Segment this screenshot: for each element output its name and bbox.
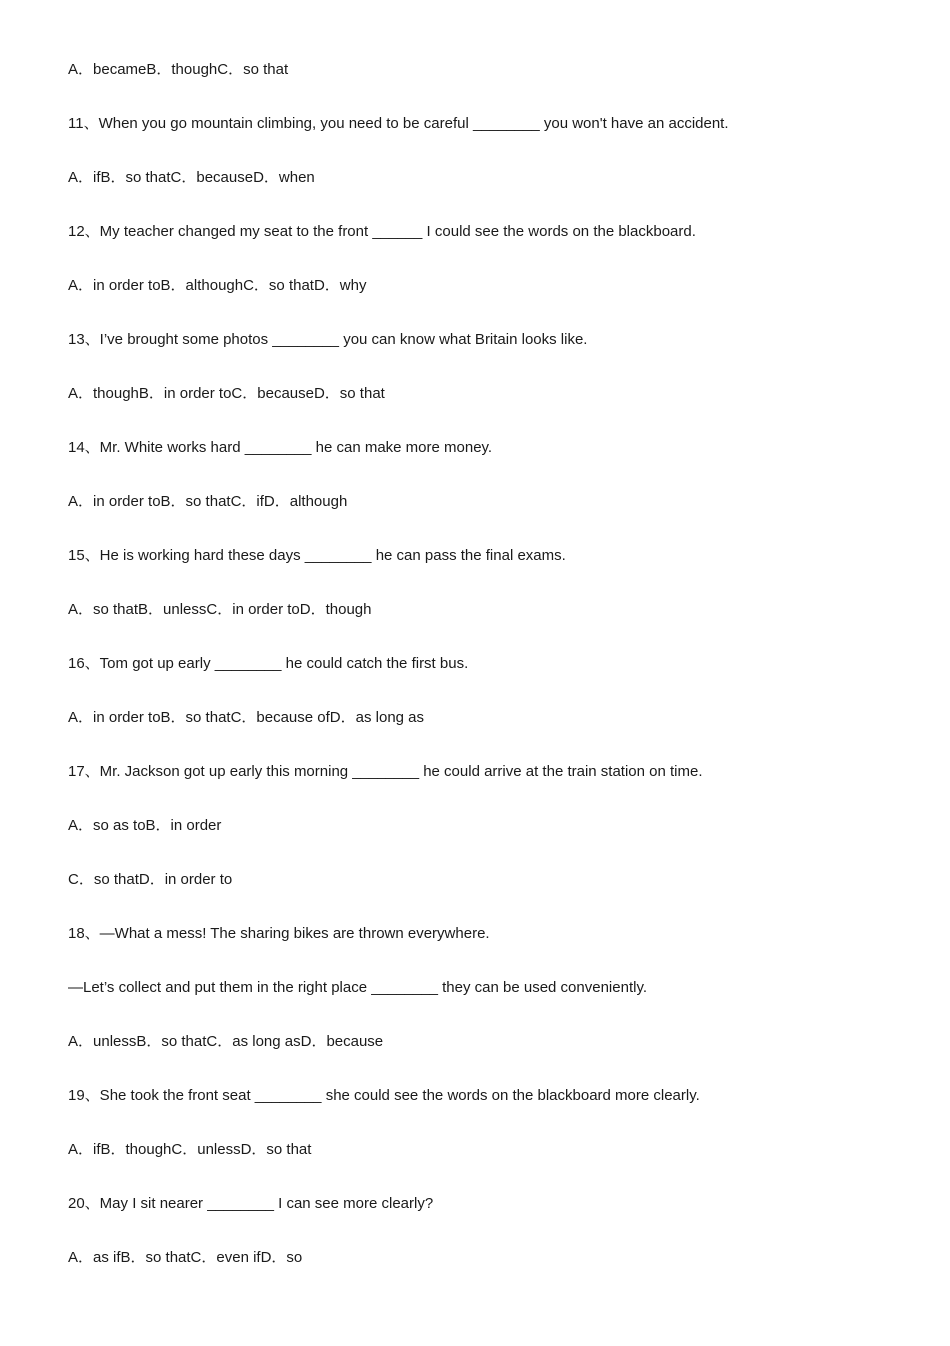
answer-options-18: A．unlessB．so thatC．as long asD．because [68,1033,384,1050]
question-13: 13、I’ve brought some photos ________ you can know what Britain looks like. [68,331,588,348]
answer-options-16: A．in order toB．so thatC．because ofD．as long as [68,709,425,726]
question-16: 16、Tom got up early ________ he could catch the first bus. [68,655,469,672]
answer-options-13: A．thoughB．in order toC．becauseD．so that [68,385,385,402]
answer-options-14: A．in order toB．so thatC．ifD．although [68,493,348,510]
question-18: 18、—What a mess! The sharing bikes are thrown everywhere. [68,925,490,942]
question-18-dialogue: —Let’s collect and put them in the right place ________ they can be used conveniently. [68,979,647,996]
answer-options-12: A．in order toB．althoughC．so thatD．why [68,277,367,294]
question-19: 19、She took the front seat ________ she could see the words on the blackboard more clearly. [68,1087,700,1104]
question-14: 14、Mr. White works hard ________ he can make more money. [68,439,493,456]
answer-options-19: A．ifB．thoughC．unlessD．so that [68,1141,312,1158]
answer-options-17a: A．so as toB．in order [68,817,222,834]
question-20: 20、May I sit nearer ________ I can see more clearly? [68,1195,434,1212]
question-15: 15、He is working hard these days ________ he can pass the final exams. [68,547,566,564]
answer-options-15: A．so thatB．unlessC．in order toD．though [68,601,372,618]
question-12: 12、My teacher changed my seat to the front ______ I could see the words on the blackboard. [68,223,696,240]
answer-options-17b: C．so thatD．in order to [68,871,233,888]
question-11: 11、When you go mountain climbing, you need to be careful ________ you won't have an accident. [68,115,729,132]
answer-options-20: A．as ifB．so thatC．even ifD．so [68,1249,303,1266]
question-17: 17、Mr. Jackson got up early this morning ________ he could arrive at the train station on time. [68,763,703,780]
answer-options-10: A．becameB．thoughC．so that [68,61,289,78]
answer-options-11: A．ifB．so thatC．becauseD．when [68,169,315,186]
